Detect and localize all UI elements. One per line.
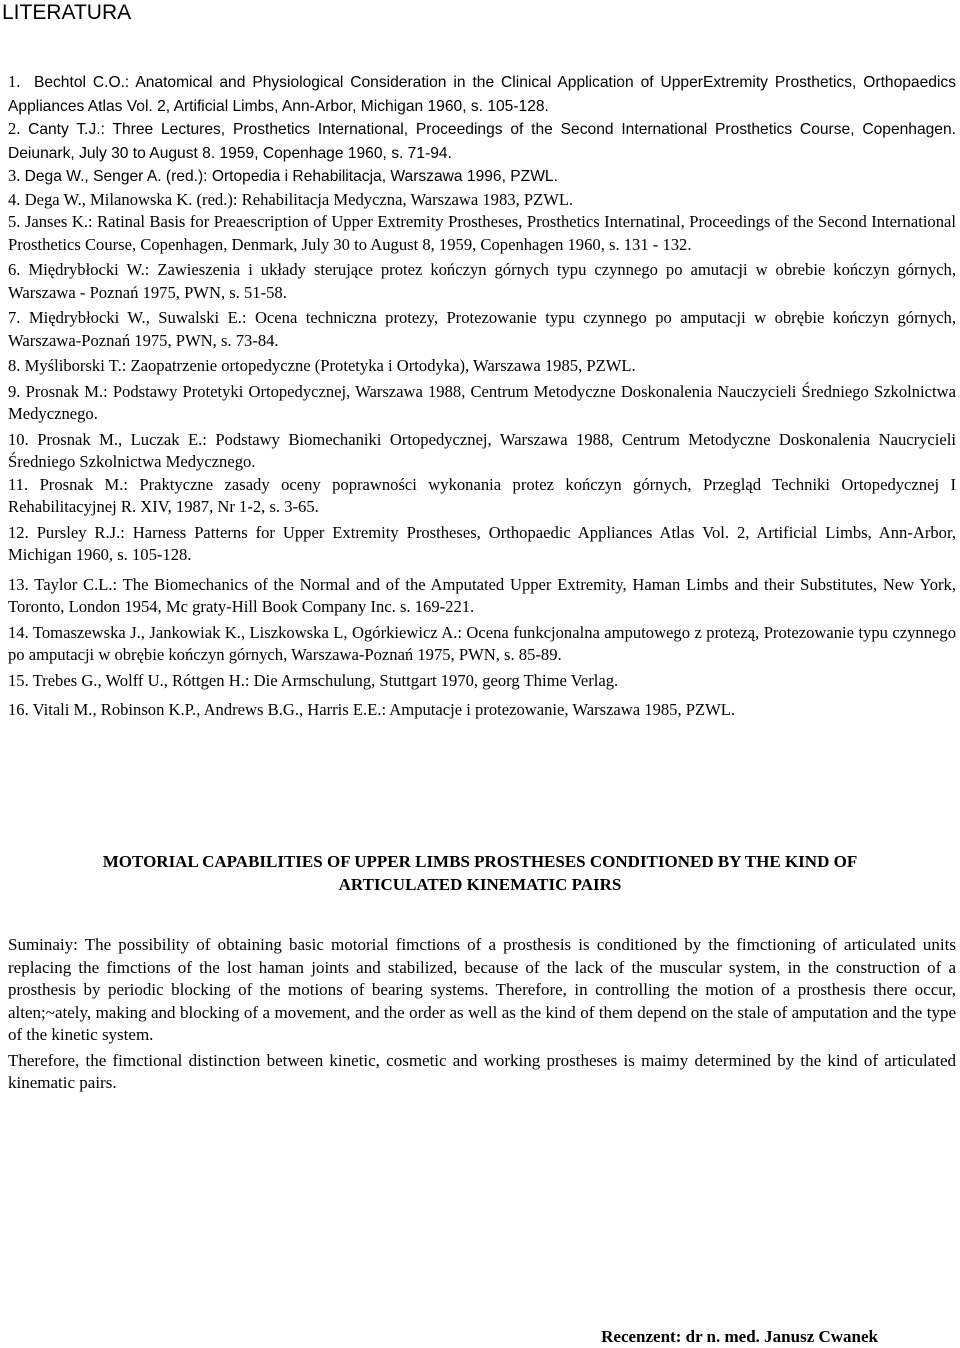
abstract-paragraph: Suminaiy: The possibility of obtaining basic motorial fimctions of a prosthesis is conditioned by the fimctioning of articulated units replacing the fimctions of the lost haman joints and stabilized, because of the lack of the muscular system, in the construction of a prosthesis by periodic blocking of the motions of bearing systems. Therefore, in controlling the motion of a prosthesis there occur, alten;~ately, making and blocking of a movement, and the order as well as the kind of them depend on the stale of amputation and the type of the kinetic system. <box>8 935 956 1044</box>
reference-item <box>8 622 956 667</box>
reference-text: Vitali M., Robinson K.P., Andrews B.G., Harris E.E.: Amputacje i protezowanie, Warszawa 1985, PZWL. <box>32 700 736 719</box>
reference-number: 9. <box>8 381 21 401</box>
article-title-line: MOTORIAL CAPABILITIES OF UPPER LIMBS PROSTHESES CONDITIONED BY THE KIND OF <box>102 852 858 871</box>
abstract-paragraph: Therefore, the fimctional distinction between kinetic, cosmetic and working prostheses is maimy determined by the kind of articulated kinematic pairs. <box>8 1050 956 1092</box>
reference-number: 11. <box>8 474 29 494</box>
reference-number: 13. <box>8 574 29 594</box>
reference-text: Dega W., Milanowska K. (red.): Rehabilitacja Medyczna, Warszawa 1983, PZWL. <box>24 189 574 209</box>
reference-number: 3. <box>8 166 21 185</box>
reference-item <box>8 307 956 352</box>
reference-item <box>8 259 956 304</box>
article-title <box>0 850 960 896</box>
reference-text: Taylor C.L.: The Biomechanics of the Normal and of the Amputated Upper Extremity, Haman Limbs and their Substitutes, New York, Toronto, London 1954, Mc graty-Hill Book Company Inc. s. 169-221. <box>8 574 956 616</box>
reference-text: Prosnak M.: Podstawy Protetyki Ortopedycznej, Warszawa 1988, Centrum Metodyczne Doskonalenia Nauczycieli Średniego Szkolnictwa Medycznego. <box>8 381 956 423</box>
reference-number: 10. <box>8 429 29 449</box>
reference-item <box>8 522 956 567</box>
reference-text: Pursley R.J.: Harness Patterns for Upper Extremity Prostheses, Orthopaedic Appliances Atlas Vol. 2, Artificial Limbs, Ann-Arbor, Michigan 1960, s. 105-128. <box>8 522 956 564</box>
reference-text: Myśliborski T.: Zaopatrzenie ortopedyczne (Protetyka i Ortodyka), Warszawa 1985, PZWL. <box>24 356 636 375</box>
reference-text: Canty T.J.: Three Lectures, Prosthetics International, Proceedings of the Second International Prosthetics Course, Copenhagen. Deiunark, July 30 to August 8. 1959, Copenhage 1960, s. 71-94. <box>8 121 956 162</box>
reference-text: Bechtol C.O.: Anatomical and Physiological Consideration in the Clinical Application of UpperExtremity Prosthetics, Orthopaedics Appliances Atlas Vol. 2, Artificial Limbs, Ann-Arbor, Michigan 1960, s. 105-128. <box>8 74 957 115</box>
reference-item <box>8 670 956 693</box>
reference-number: 15. <box>8 670 29 690</box>
page-heading: LITERATURA <box>2 1 132 24</box>
reference-number: 1. <box>8 72 21 91</box>
reference-item <box>8 211 956 256</box>
article-title-line: ARTICULATED KINEMATIC PAIRS <box>338 875 622 894</box>
reference-text: Janses K.: Ratinal Basis for Preaescription of Upper Extremity Prostheses, Prosthetics Internatinal, Proceedings of the Second International Prosthetics Course, Copenhagen, Denmark, July 30 to August 8, 1959, Copenhagen 1960, s. 131 - 132. <box>8 212 956 254</box>
reference-number: 8. <box>8 356 21 375</box>
reference-list <box>8 71 956 722</box>
reference-text: Trebes G., Wolff U., Róttgen H.: Die Armschulung, Stuttgart 1970, georg Thime Verlag. <box>32 670 619 690</box>
reference-item <box>8 71 956 118</box>
reference-item <box>8 699 956 722</box>
reference-number: 5. <box>8 212 21 231</box>
reference-item <box>8 118 956 165</box>
reference-number: 16. <box>8 700 29 719</box>
reference-item <box>8 165 956 189</box>
reference-number: 6. <box>8 260 21 279</box>
reference-number: 14. <box>8 622 29 642</box>
reviewer-note: Recenzent: dr n. med. Janusz Cwanek <box>601 1327 878 1346</box>
reference-text: Prosnak M.: Praktyczne zasady oceny poprawności wykonania protez kończyn górnych, Przegląd Techniki Ortopedycznej I Rehabilitacyjnej R. XIV, 1987, Nr 1-2, s. 3-65. <box>8 474 956 516</box>
reference-text: Międrybłocki W.: Zawieszenia i układy sterujące protez kończyn górnych typu czynnego po amutacji w obrebie kończyn górnych, Warszawa - Poznań 1975, PWN, s. 51-58. <box>8 260 956 302</box>
reference-number: 4. <box>8 189 21 209</box>
reference-text: Międrybłocki W., Suwalski E.: Ocena techniczna protezy, Protezowanie typu czynnego po amputacji w obrębie kończyn górnych, Warszawa-Poznań 1975, PWN, s. 73-84. <box>8 308 956 350</box>
reference-number: 12. <box>8 522 29 542</box>
reference-item <box>8 381 956 426</box>
reference-text: Dega W., Senger A. (red.): Ortopedia i Rehabilitacja, Warszawa 1996, PZWL. <box>24 168 558 185</box>
reference-item <box>8 189 956 212</box>
reference-text: Tomaszewska J., Jankowiak K., Liszkowska L, Ogórkiewicz A.: Ocena funkcjonalna amputowego z protezą, Protezowanie typu czynnego po amputacji w obrębie kończyn górnych, Warszawa-Poznań 1975, PWN, s. 85-89. <box>8 622 956 664</box>
reference-item <box>8 474 956 519</box>
reference-item <box>8 355 956 378</box>
abstract <box>8 934 956 1095</box>
reference-number: 7. <box>8 308 21 327</box>
reference-item <box>8 429 956 474</box>
reference-item <box>8 574 956 619</box>
reference-number: 2. <box>8 119 21 138</box>
reference-text: Prosnak M., Luczak E.: Podstawy Biomechaniki Ortopedycznej, Warszawa 1988, Centrum Metodyczne Doskonalenia Naucrycieli Średniego Szkolnictwa Medycznego. <box>8 429 956 471</box>
